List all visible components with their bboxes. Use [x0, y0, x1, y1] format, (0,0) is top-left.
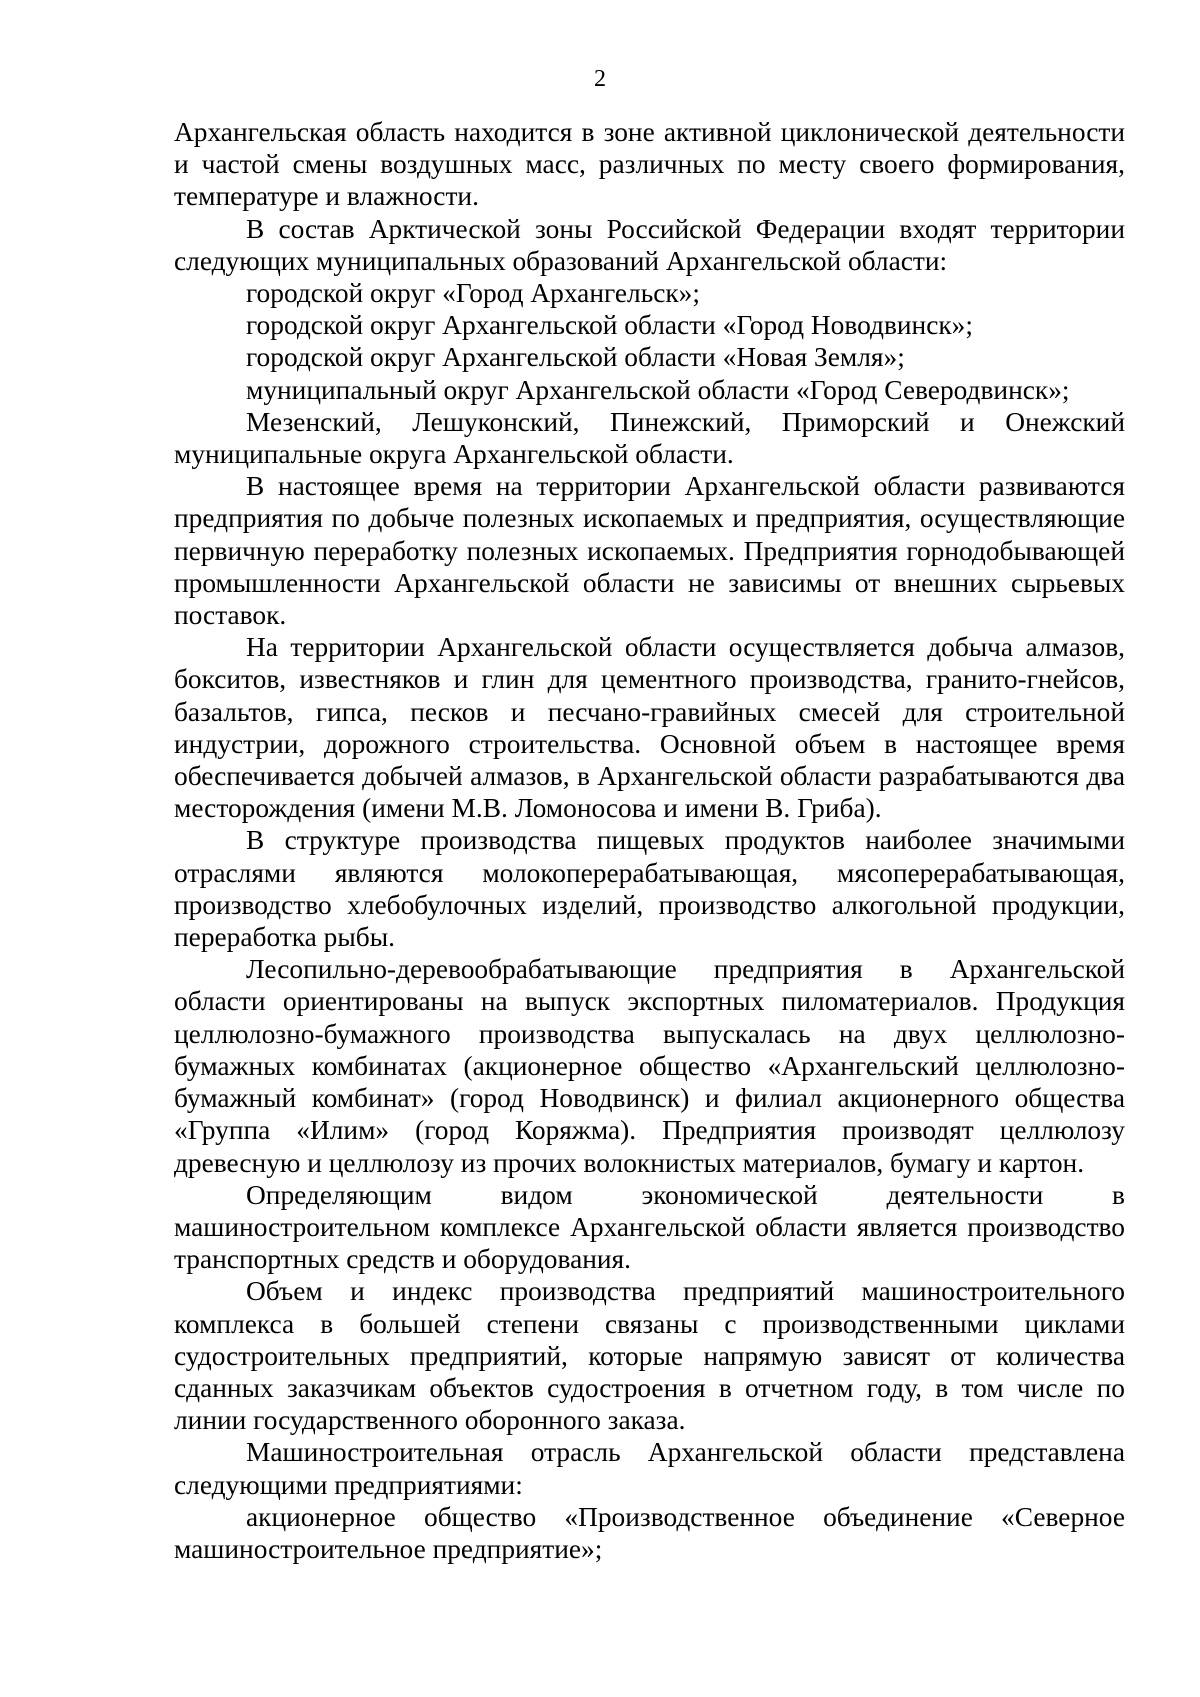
paragraph-timber-pulp: Лесопильно-деревообрабатывающие предприятия в Архангельской области ориентированы на выпуск экспортных пиломатериалов. Продукция целлюлозно-бумажного производства выпускалась на двух целлюлозно-бумажных комбинатах (акционерное общество «Архангельский целлюлозно-бумажный комбинат» (город Новодвинск) и филиал акционерного общества «Группа «Илим» (город Коряжма). Предприятия производят целлюлозу древесную и целлюлозу из прочих волокнистых материалов, бумагу и картон. — [174, 954, 1125, 1178]
paragraph-machine-building: Определяющим видом экономической деятельности в машиностроительном комплексе Архангельской области является производство транспортных средств и оборудования. — [174, 1179, 1125, 1275]
paragraph-mining-enterprises: В настоящее время на территории Архангельской области развиваются предприятия по добыче полезных ископаемых и предприятия, осуществляющие первичную переработку полезных ископаемых. Предприятия горнодобывающей промышленности Архангельской области не зависимы от внешних сырьевых поставок. — [174, 471, 1125, 631]
paragraph-mineral-extraction: На территории Архангельской области осуществляется добыча алмазов, бокситов, известняков и глин для цементного производства, гранито-гнейсов, базальтов, гипса, песков и песчано-гравийных смесей для строительной индустрии, дорожного строительства. Основной объем в настоящее время обеспечивается добычей алмазов, в Архангельской области разрабатываются два месторождения (имени М.В. Ломоносова и имени В. Гриба). — [174, 632, 1125, 824]
document-body — [174, 116, 1125, 1565]
list-item-arkhangelsk: городской округ «Город Архангельск»; — [246, 278, 700, 309]
list-item-novaya-zemlya: городской округ Архангельской области «Новая Земля»; — [246, 342, 905, 373]
paragraph-food-production: В структуре производства пищевых продуктов наиболее значимыми отраслями являются молокоперерабатывающая, мясоперерабатывающая, производство хлебобулочных изделий, производство алкогольной продукции, переработка рыбы. — [174, 825, 1125, 953]
list-item-severodvinsk: муниципальный округ Архангельской области «Город Северодвинск»; — [246, 374, 1070, 405]
paragraph-climate: Архангельская область находится в зоне активной циклонической деятельности и частой смены воздушных масс, различных по месту своего формирования, температуре и влажности. — [174, 117, 1125, 212]
list-item-novodvinsk: городской округ Архангельской области «Город Новодвинск»; — [246, 310, 973, 341]
paragraph-shipbuilding: Объем и индекс производства предприятий машиностроительного комплекса в большей степени связаны с производственными циклами судостроительных предприятий, которые напрямую зависят от количества сданных заказчикам объектов судостроения в отчетном году, в том числе по линии государственного оборонного заказа. — [174, 1276, 1125, 1436]
list-item-sevmash: акционерное общество «Производственное объединение «Северное машиностроительное предприятие»; — [174, 1501, 1125, 1564]
paragraph-arctic-zone-intro: В состав Арктической зоны Российской Федерации входят территории следующих муниципальных образований Архангельской области: — [174, 213, 1125, 276]
paragraph-enterprises-intro: Машиностроительная отрасль Архангельской области представлена следующими предприятиями: — [174, 1437, 1125, 1500]
page-number: 2 — [594, 66, 606, 92]
list-item-municipal-districts: Мезенский, Лешуконский, Пинежский, Приморский и Онежский муниципальные округа Архангельской области. — [174, 406, 1125, 470]
